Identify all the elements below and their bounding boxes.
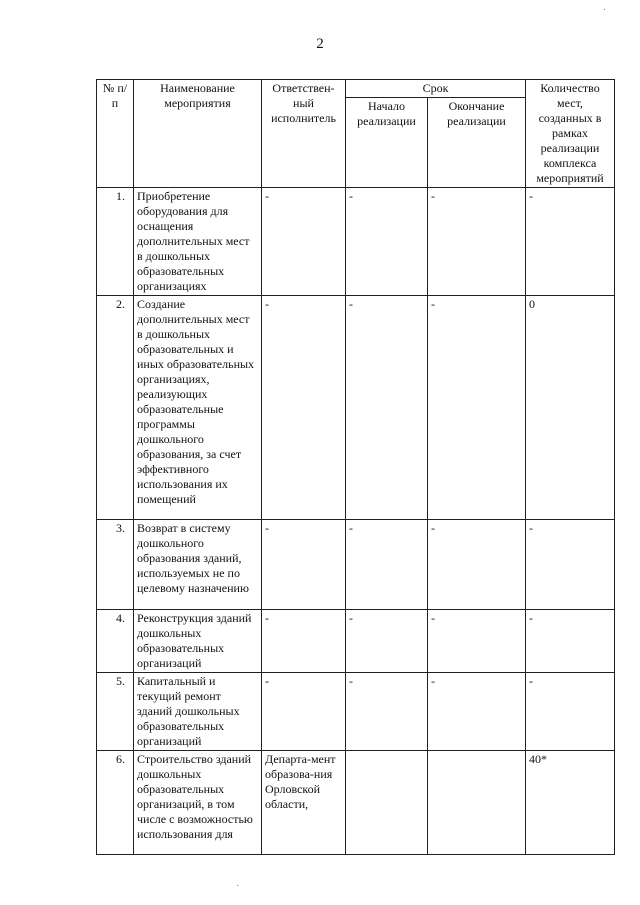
scan-mark-bottom: ˙: [236, 884, 240, 895]
row-num: 1.: [97, 188, 134, 296]
row-count: 40*: [526, 751, 615, 855]
table-row: [97, 188, 615, 296]
row-responsible: -: [262, 296, 346, 520]
row-start: -: [346, 188, 428, 296]
header-name: Наименование мероприятия: [134, 80, 262, 188]
row-count: -: [526, 610, 615, 673]
row-num: 5.: [97, 673, 134, 751]
row-start: -: [346, 610, 428, 673]
row-responsible: Департа-мент образова-ния Орловской области,: [262, 751, 346, 855]
row-name: Капитальный и текущий ремонт зданий дошкольных образовательных организаций: [134, 673, 262, 751]
row-name: Возврат в систему дошкольного образования зданий, используемых не по целевому назначению: [134, 520, 262, 610]
row-end: -: [428, 188, 526, 296]
table-row: [97, 751, 615, 855]
header-count: Количество мест, созданных в рамках реализации комплекса мероприятий: [526, 80, 615, 188]
measures-table: [96, 79, 615, 855]
row-count: -: [526, 673, 615, 751]
row-name: Строительство зданий дошкольных образовательных организаций, в том числе с возможностью использования для: [134, 751, 262, 855]
row-end: -: [428, 673, 526, 751]
row-num: 4.: [97, 610, 134, 673]
row-end: -: [428, 296, 526, 520]
row-num: 6.: [97, 751, 134, 855]
row-start: -: [346, 673, 428, 751]
row-count: -: [526, 520, 615, 610]
row-end: -: [428, 520, 526, 610]
row-start: -: [346, 296, 428, 520]
header-responsible: Ответствен-ный исполнитель: [262, 80, 346, 188]
row-num: 2.: [97, 296, 134, 520]
page-number: 2: [316, 36, 324, 52]
row-responsible: -: [262, 673, 346, 751]
row-start: [346, 751, 428, 855]
row-name: Приобретение оборудования для оснащения дополнительных мест в дошкольных образовательных организациях: [134, 188, 262, 296]
row-start: -: [346, 520, 428, 610]
row-name: Создание дополнительных мест в дошкольных образовательных и иных образовательных организациях, реализующих образовательные программы дошкольного образования, за счет эффективного использования их помещений: [134, 296, 262, 520]
table-header-row: [97, 80, 615, 98]
table-row: [97, 296, 615, 520]
header-start: Начало реализации: [346, 98, 428, 188]
row-count: 0: [526, 296, 615, 520]
row-end: -: [428, 610, 526, 673]
row-responsible: -: [262, 610, 346, 673]
table-row: [97, 610, 615, 673]
header-num: № п/п: [97, 80, 134, 188]
table-row: [97, 673, 615, 751]
table-row: [97, 520, 615, 610]
header-end: Окончание реализации: [428, 98, 526, 188]
row-count: -: [526, 188, 615, 296]
row-name: Реконструкция зданий дошкольных образовательных организаций: [134, 610, 262, 673]
header-term: Срок: [346, 80, 526, 98]
row-end: [428, 751, 526, 855]
row-num: 3.: [97, 520, 134, 610]
scan-mark: ˙: [603, 8, 607, 19]
row-responsible: -: [262, 188, 346, 296]
row-responsible: -: [262, 520, 346, 610]
